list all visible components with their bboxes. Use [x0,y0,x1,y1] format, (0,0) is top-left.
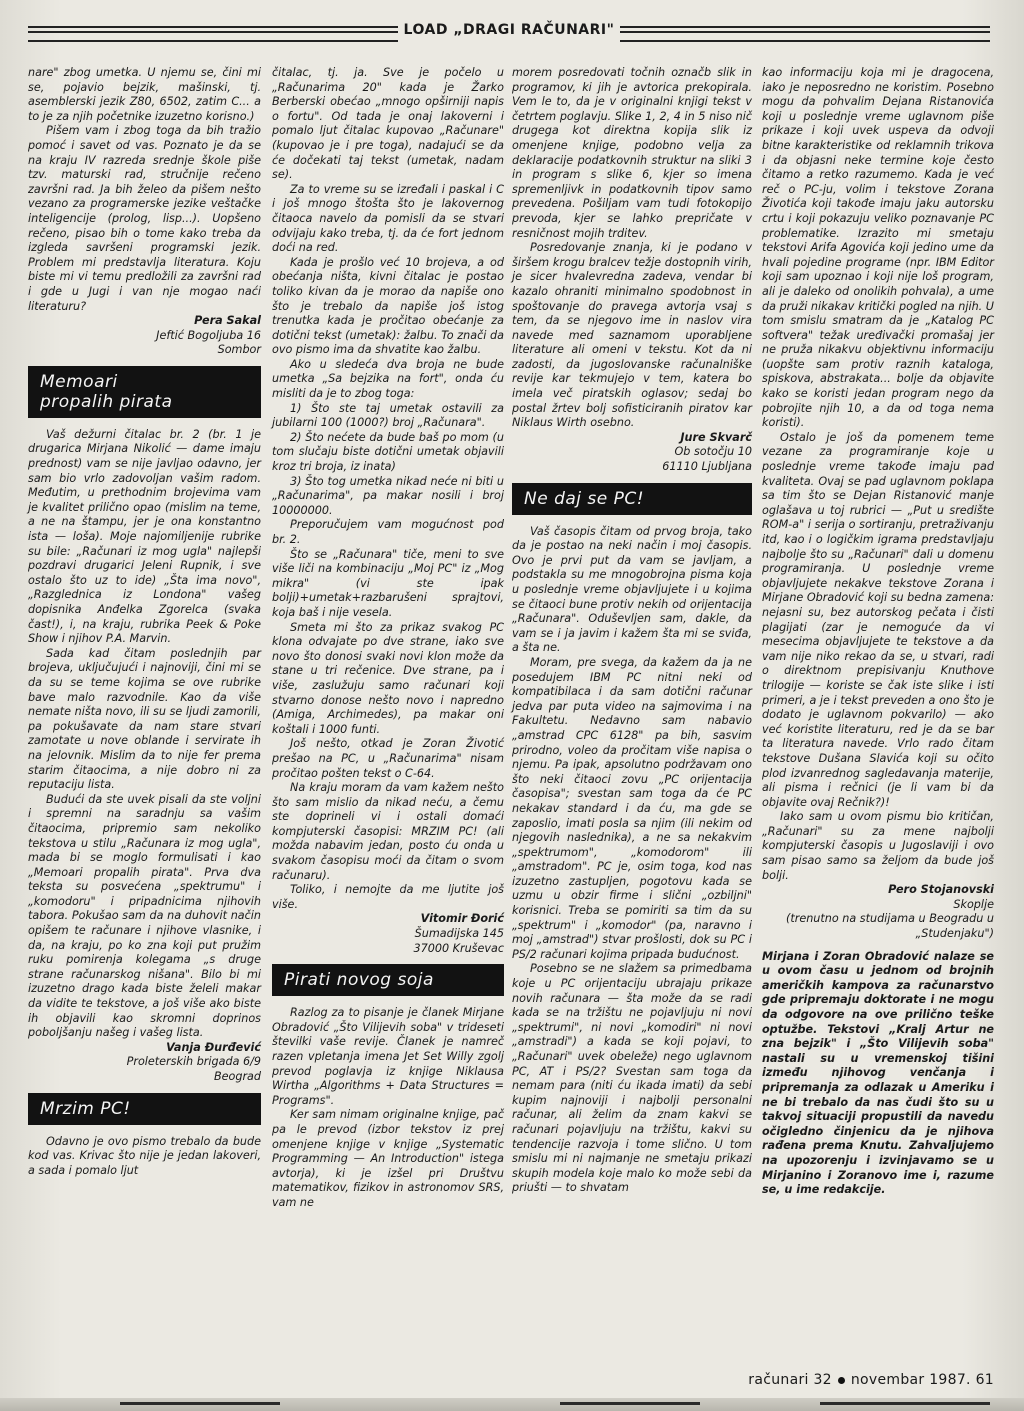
signature-note: (trenutno na studijama u Beogradu u „Studenjaku") [785,912,994,941]
signature-address: Jeftić Bogoljuba 16 [156,328,261,342]
header-rule-left [28,26,398,42]
signature-name: Vitomir Đorić [420,912,504,926]
signature-address: Proleterskih brigada 6/9 [126,1055,261,1069]
header-rule-right [620,26,990,42]
letter-heading: Memoari [40,371,118,392]
letter-paragraph: Vaš dežurni čitalac br. 2 (br. 1 je drugarica Mirjana Nikolić — dame imaju prednost) vam se nije javljao odavno, jer sam bio vrlo zadovoljan vašim radom. Međutim, u prethodnim brojevima vam je kvalitet prilično opao (mislim na teme, a ne na štampu, jer je ona konstantno ista — loša). Moje najomiljenije rubrike su bile: „Računari iz mog ugla" najlepši pozdravi drugarici Jeleni Rupnik, i sve ostalo što uz to ide) „Šta ima novo", „Razglednica iz Londona" vašeg dopisnika Anđelka Zgorelca (svaka čast!), i, na kraju, rubrika Peek & Poke Show i njihov P.A. Marvin. [28,427,261,646]
magazine-issue: računari 32 [748,1372,832,1388]
page-footer [748,1372,994,1388]
letter-paragraph: Ako u sledeća dva broja ne bude umetka „Sa bejzika na fort", onda ću misliti da je to zbog toga: [272,357,504,401]
letter-paragraph: 1) Što ste taj umetak ostavili za jubilarni 100 (1000?) broj „Računara". [272,401,504,430]
page-header [28,18,990,46]
letter-paragraph: Ostalo je još da pomenem teme vezane za programiranje koje u poslednje vreme takođe imaju pad kvaliteta. Ovaj se pad uglavnom poklapa sa tim što se Dejan Ristanović manje oglašava u toj rubrici — „Put u središte ROM-a" i serija o sortiranju, pretraživanju itd, kao i o logičkim igrama predstavljaju najbolje što su „Računari" dali u domenu programiranja. U poslednje vreme objavljujete nekakve tekstove Zorana i Mirjane Obradović koji su bedna zamena: nejasni su, bez autorskog pečata i čisti plagijati (zar je nemoguće da vi mesecima objavljujete te tekstove a da vam nije niko rekao da se, u stvari, radi o direktnom prepisivanju Knuthove trilogije — koriste se čak iste slike i isti primeri, a je i tekst preveden a ono što je dodato je uglavnom pokvarilo) — ako već koristite literaturu, red je da se bar ta literatura navede. Vrlo rado čitam tekstove Dušana Slavića koji su očito plod izvanrednog sagledavanja materije, ali pisma i rečnici (je li vam bi da objavite ovaj Rečnik?)! [762,430,994,809]
column-2 [272,66,504,1211]
edge-mark [120,1402,280,1405]
footer-bullet [838,1377,845,1384]
letter-heading: Mrzim PC! [40,1098,131,1119]
signature-name: Pera Sakal [194,314,261,328]
letter-paragraph: Vaš časopis čitam od prvog broja, tako da je postao na neki način i moj časopis. Ovo je prvi put da vam se javljam, a podstakla su me mnogobrojna pisma koja u poslednje vreme objavljujete i u kojima se čitaoci bune protiv nekih od orijentacija „Računara". Oduševljen sam, dakle, da vam se i ja javim i kažem šta mi se sviđa, a šta ne. [512,524,752,655]
edge-mark [560,1402,700,1405]
letter-heading-box [28,366,261,418]
letter-paragraph: morem posredovati točnih označb slik in programov, ki jih je avtorica prekopirala. Vem le to, da je v originalni knjigi tekst v četrtem poglavju. Slike 1, 2, 4 in 5 niso nič drugega kot direktna kopija slik iz omenjene knjige, podobno velja za deklaracije podatkovnih struktur na sliki 3 in program s slike 6, kjer so imena spremenljivk in podatkovnih tipov samo prevedena. Pošiljam vam tudi fotokopijo prevoda, kjer se lahko prepričate v resničnost mojih trditev. [512,66,752,240]
letter-heading: Pirati novog soja [284,970,434,991]
signature-city: 37000 Kruševac [413,941,504,955]
signature-city: Skoplje [953,897,994,911]
signature-city: Beograd [213,1070,261,1083]
signature-name: Pero Stojanovski [888,883,994,897]
letter-paragraph: Moram, pre svega, da kažem da ja ne posedujem IBM PC nitni neki od kompatibilaca i da sam dotični računar jedva par puta video na sajmovima i na Fakultetu. Nedavno sam nabavio „amstrad CPC 6128" pa bih, sasvim prirodno, voleo da pročitam više napisa o njemu. Pa ipak, apsolutno podržavam ono što neki čitaoci zovu „PC orijentacija časopisa"; svestan sam toga da će PC nekakav standard i da ću, ma gde se zaposlio, imati posla sa njim (ili nekim od njegovih naslednika), a ne sa nekakvim „spektrumom", „komodorom" ili „amstradom". PC je, osim toga, kod nas izuzetno zastupljen, pogotovu kada se uzmu u obzir firme i slični „ozbiljni" korisnici. Treba se pomiriti sa tim da su „spektrum" i „komodor" (pa, naravno i moj „amstrad") stvar prošlosti, dok su PC i PS/2 računari kojima pripada budućnost. [512,655,752,961]
letter-paragraph: Odavno je ovo pismo trebalo da bude kod vas. Krivac što nije je jedan lakoveri, a sada i pomalo ljut [28,1134,261,1177]
signature-address: Šumadijska 145 [414,927,504,941]
signature-city: 61110 Ljubljana [662,460,752,474]
page-bottom-edge [0,1398,1024,1411]
letter-paragraph: Preporučujem vam mogućnost pod br. 2. [272,518,504,546]
letter-paragraph: 3) Što tog umetka nikad neće ni biti u „Računarima", pa makar nosili i broj 10000000. [272,474,504,517]
signature-address: Ob sotočju 10 [674,445,752,459]
letter-paragraph: Posredovanje znanja, ki je podano v širšem krogu bralcev težje dostopnih virih, je sicer hvalevredna zadeva, vendar bi kazalo ohraniti minimalno spodobnost in spoštovanje do pravega avtorja vsaj s tem, da se njegovo ime in naslov vira navede med saznamom uporabljene literature ali omeni v tekstu. Kot da ni zadosti, da jugoslovanske računalniške revije kar tekmujejo v tem, katera bo imela več piratskih oglasov; sedaj bo postal žrtev bolj sofisticiranih piratov kar Niklaus Wirth osebno. [512,241,752,430]
letter-paragraph: Sada kad čitam poslednjih par brojeva, uključujući i najnoviji, čini mi se da su se teme kojima se ove rubrike bave malo razvodnile. Kao da više nemate ništa novo, ili su se ljudi zamorili, pa pokušavate da nam stare stvari zamotate u nove oblande i servirate ih na jelovnik. Mislim da to nije fer prema starim čitaocima, a nije dobro ni za reputaciju lista. [28,646,261,792]
letter-paragraph: Toliko, i nemojte da me ljutite još više. [272,883,504,911]
column-1 [28,66,261,1178]
signature-name: Jure Skvarč [680,430,752,444]
letter-paragraph: 2) Što nećete da bude baš po mom (u tom slučaju biste dotični umetak objavili kroz tri broja, iz inata) [272,430,504,474]
letter-heading: propalih pirata [40,391,173,412]
letter-paragraph: Razlog za to pisanje je članek Mirjane Obradović „Što Vilijevih soba" v trideseti številki vaše revije. Članek je namreč razen vpletanja imena Jet Set Willy zgolj prevod poglavja iz knjige Niklausa Wirtha „Algorithms + Data Structures = Programs". [272,1006,504,1107]
letter-paragraph: Na kraju moram da vam kažem nešto što sam mislio da nikad neću, a čemu ste doprineli vi i ostali domaći kompjuterski časopisi: MRZIM PC! (ali možda nabavim jedan, posto ću onda u svakom časopisu moći da čitam o svom računaru). [272,781,504,882]
page-number: 61 [975,1372,994,1388]
letter-paragraph: Još nešto, otkad je Zoran Životić prešao na PC, u „Računarima" nisam pročitao pošten tekst o C-64. [272,737,504,780]
edge-mark [820,1402,990,1405]
issue-date: novembar 1987. [850,1372,971,1388]
letter-paragraph: Pišem vam i zbog toga da bih tražio pomoć i savet od vas. Poznato je da se na kraju IV razreda srednje škole piše tzv. maturski rad, stručnije rečeno završni rad. Ja bih želeo da pišem nešto vezano za programerske jezike veštačke inteligencije (prolog, lisp...). Uopšeno rečeno, pisao bih o tome kako treba da izgleda savršeni programski jezik. Problem mi predstavlja literatura. Koju biste mi vi temu predložili za završni rad i gde u Jugi i van nje mogao naći literaturu? [28,124,261,313]
letter-paragraph: Za to vreme su se izređali i paskal i C i još mnogo štošta što je lakovernog čitaoca navelo da pomisli da se stvari odvijaju kako treba, tj. da će fort jednom doći na red. [272,182,504,255]
letter-paragraph: Posebno se ne slažem sa primedbama koje u PC orijentaciju ubrajaju prikaze novih računara — šta može da se radi kada se na tržištu ne pojavljuju ni novi „spektrumi", ni novi „komodiri" ni novi „amstradi") a kada se koji pojavi, to „Računari" uvek obeleže) nego uglavnom PC, AT i PS/2? Svestan sam toga da nemam para (niti ću ikada imati) da sebi kupim najnoviji i najbolji personalni računar, ali želim da znam kakvi se računari pojavljuju na tržištu, kakvi su tendencije razvoja i tome slično. U tom smislu mi ni najmanje ne smetaju prikazi skupih modela koje malo ko može sebi da priušti — to shvatam [512,962,752,1195]
section-title: LOAD „DRAGI RAČUNARI" [403,22,615,38]
letter-heading-box [272,964,504,996]
letter-paragraph: Što se „Računara" tiče, meni to sve više liči na kombinaciju „Moj PC" iz „Mog mikra" (vi ste ipak bolji)+umetak+razbarušeni sprajtovi, koja baš i nije vesela. [272,547,504,619]
letter-paragraph: kao informaciju koja mi je dragocena, iako je neposredno ne koristim. Posebno mogu da pohvalim Dejana Ristanovića koji u poslednje vreme uglavnom piše prikaze i koji uvek uspeva da odvoji bitne karakteristike od reklamnih trikova i da objasni neke termine koje često čitamo a retko razumemo. Kada je već reč o PC-ju, volim i tekstove Zorana Životića koji takođe imaju jaku autorsku crtu i koji pokazuju veliko poznavanje PC problematike. Izrazito mi smetaju tekstovi Arifa Agovića koji jedino ume da hvali pojedine programe (npr. IBM Editor koji sam upoznao i koji nije loš program, ali je daleko od onolikih pohvala), a ume da pruži nikakav kritički pogled na njih. U tom smislu smatram da je „Katalog PC softvera" težak uređivački promašaj jer ne pruža nikakvu objektivnu informaciju (uopšte sam protiv raznih kataloga, spiskova, abstrakata... bolje da objavite kako se koristi jedan program nego da pobrojite njih 10, a da od toga nema koristi). [762,66,994,430]
column-3 [512,66,752,1196]
letter-paragraph: nare" zbog umetka. U njemu se, čini mi se, pojavio bejzik, mašinski, tj. asemblerski jezik Z80, 6502, zatim C... a to je za njih početnike izuzetno korisno.) [28,66,261,123]
letter-paragraph: Kada je prošlo već 10 brojeva, a od obećanja ništa, kivni čitalac je postao toliko kivan da je morao da napiše ono što je trebalo da napiše još istog trenutka kada je pročitao obećanje za dotični tekst (umetak): žalbu. To znači da ovo pismo ima da shvatite kao žalbu. [272,255,504,357]
editorial-note: Mirjana i Zoran Obradović nalaze se u ovom času u jednom od brojnih američkih kampova za računarstvo gde pripremaju doktorate i ne mogu da odgovore na ove prilično teške optužbe. Tekstovi „Kralj Artur ne zna bejzik" i „Što Vilijevih soba" nastali su u vremenskoj tišini između njihovog venčanja i pripremanja za odlazak u Ameriku i ne bi trebalo da nas čudi što su u takvoj situaciji propustili da navedu očigledno činjenicu da je njihova rađena prema Knutu. Zahvaljujemo na upozorenju i izvinjavamo se u Mirjanino i Zoranovo ime i, razume se, u ime redakcije. [762,949,994,1197]
signature-name: Vanja Đurđević [166,1040,261,1054]
letter-paragraph: Budući da ste uvek pisali da ste voljni i spremni na saradnju sa vašim čitaocima, pripremio sam nekoliko tekstova u stilu „Računara iz mog ugla", mada bi se moglo formulisati i kao „Memoari propalih pirata". Prva dva teksta su posvećena „spektrumu" i „komodoru" i pripadnicima njihovih tabora. Pokušao sam da na duhovit način opišem te računare i njihove vlasnike, i da, na kraju, po ko zna koji put pružim ruku pomirenja kolegama „s druge strane računarskog nišana". Bilo bi mi izuzetno drago kada biste želeli makar da vidite te tekstove, a još više ako biste ih objavili kao skromni doprinos poboljšanju našeg i vašeg lista. [28,792,261,1040]
letter-heading: Ne daj se PC! [524,488,645,509]
letter-paragraph: Ker sam nimam originalne knjige, pač pa le prevod (izbor tekstov iz prej omenjene knjige v knjige „Systematic Programming — An Introduction" istega avtorja), ki je izšel pri Društvu matematikov, fizikov in astronomov SRS, vam ne [272,1108,504,1209]
letter-paragraph: čitalac, tj. ja. Sve je počelo u „Računarima 20" kada je Žarko Berberski obećao „mnogo opširniji napis o fortu". Od tada je onaj lakoverni i pomalo ljut čitalac kupovao „Računare" (kupovao je i pre toga), nadajući se da će dočekati taj tekst (umetak, nadam se). [272,66,504,182]
letter-heading-box [512,483,752,515]
letter-paragraph: Iako sam u ovom pismu bio kritičan, „Računari" su za mene najbolji kompjuterski časopis u Jugoslaviji i ovo sam pisao samo sa željom da bude još bolji. [762,810,994,882]
column-4 [762,66,994,1198]
letter-paragraph: Smeta mi što za prikaz svakog PC klona odvajate po dve strane, iako sve novo što donosi svaki novi klon može da stane u tri rečenice. Dve strane, pa i više, zaslužuju samo računari koji stvarno donose nešto novo i napredno (Amiga, Archimedes), pa makar oni koštali i 1000 funti. [272,620,504,736]
letter-heading-box [28,1093,261,1125]
signature-city: Sombor [217,343,261,357]
